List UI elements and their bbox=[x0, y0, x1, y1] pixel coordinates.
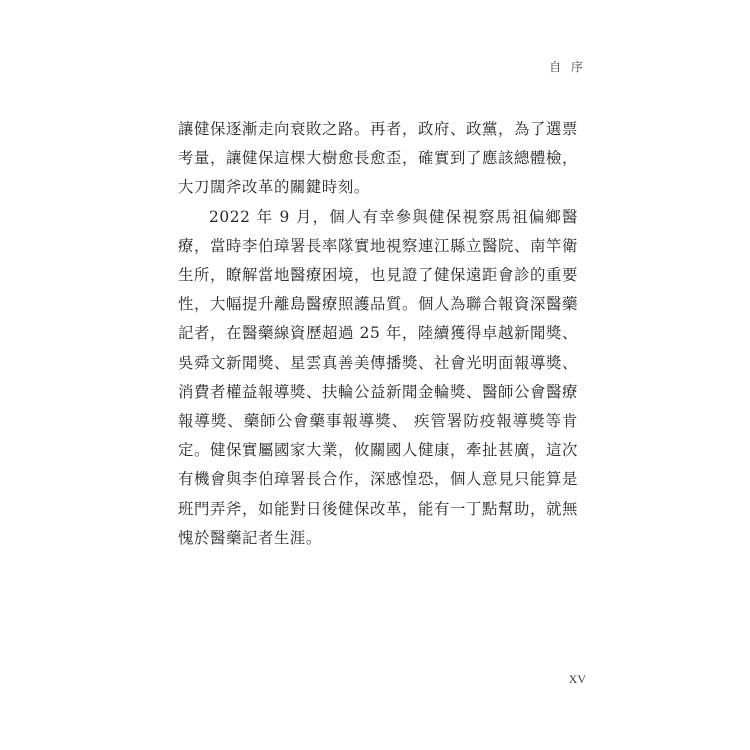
running-header: 自 序 bbox=[549, 60, 586, 74]
paragraph-1: 讓健保逐漸走向衰敗之路。再者，政府、政黨，為了選票考量，讓健保這棵大樹愈長愈歪，確實到了應該總體檢，大刀闊斧改革的關鍵時刻。 bbox=[178, 120, 578, 197]
page-number: XV bbox=[568, 672, 586, 686]
paragraph-2: 2022 年 9 月，個人有幸參與健保視察馬祖偏鄉醫療，當時李伯璋署長率隊實地視察連江縣立醫院、南竿衛生所，瞭解當地醫療困境，也見證了健保遠距會診的重要性，大幅提升離島醫療照護品質。個人為聯合報資深醫藥記者，在醫藥線資歷超過 25 年，陸續獲得卓越新聞獎、吳舜文新聞獎、星雲真善美傳播獎、社會光明面報導獎、消費者權益報導獎、扶輪公益新聞金輪獎、醫師公會醫療報導獎、藥師公會藥事報導獎、 疾管署防疫報導獎等肯定。健保實屬國家大業，攸關國人健康，牽扯甚廣，這次有機會與李伯璋署長合作，深感惶恐，個人意見只能算是班門弄斧，如能對日後健保改革，能有一丁點幫助，就無愧於醫藥記者生涯。 bbox=[178, 207, 578, 547]
body-text bbox=[178, 115, 578, 553]
